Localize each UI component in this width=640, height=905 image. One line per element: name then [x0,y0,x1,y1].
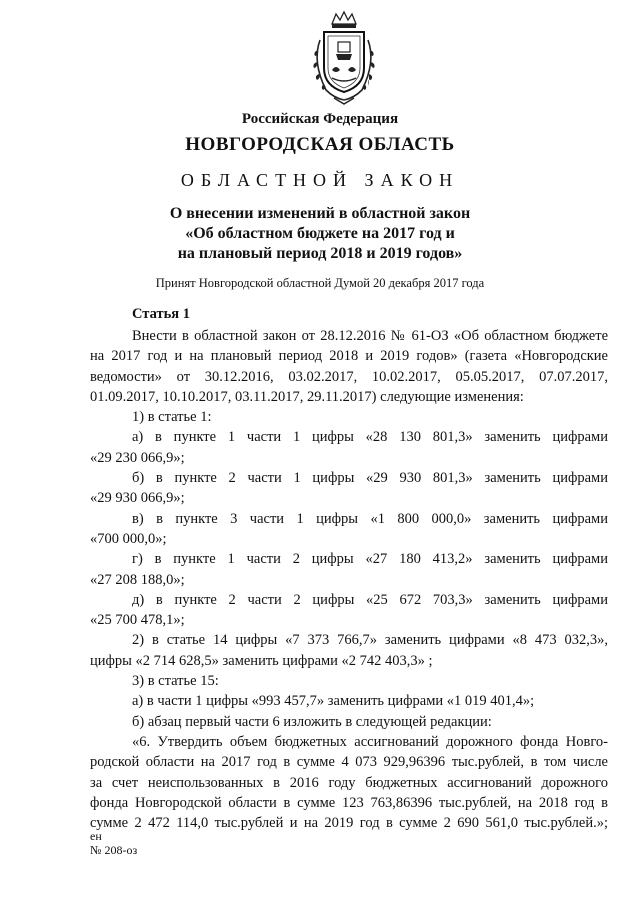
list-item-continuation: цифры «2 714 628,5» заменить цифрами «2 742 403,3» ; [90,652,433,669]
list-item: б) в пункте 2 части 1 цифры «29 930 801,3» заменить цифрами [132,470,608,487]
paragraph-line: на 2017 год и на плановый период 2018 и 2019 годов» (газета «Новгородские [90,348,608,365]
adoption-note: Принят Новгородской областной Думой 20 декабря 2017 года [155,276,485,290]
document-footer [90,829,137,857]
law-title-line: на плановый период 2018 и 2019 годов» [177,245,463,262]
list-item-continuation: «29 230 066,9»; [90,449,185,466]
list-item: д) в пункте 2 части 2 цифры «25 672 703,3» заменить цифрами [132,591,608,608]
law-body [90,305,608,833]
law-title-line: О внесении изменений в областной закон [169,205,471,222]
list-item: г) в пункте 1 части 2 цифры «27 180 413,2» заменить цифрами [132,551,608,568]
paragraph-line: Внести в областной закон от 28.12.2016 № 61-ОЗ «Об областном бюджете [132,328,608,344]
paragraph-line: ведомости» от 30.12.2016, 03.02.2017, 10.02.2017, 05.05.2017, 07.07.2017, [90,368,608,385]
article-heading: Статья 1 [132,306,190,322]
quoted-paragraph-line: родской области на 2017 год в сумме 4 073 929,96396 тыс.рублей, в том числе [90,754,608,771]
list-item-continuation: «25 700 478,1»; [90,612,185,629]
list-item: а) в пункте 1 части 1 цифры «28 130 801,3» заменить цифрами [132,429,608,446]
quoted-paragraph-line: сумме 2 472 114,0 тыс.рублей и на 2019 год в сумме 2 690 561,0 тыс.рублей.»; [90,815,608,832]
list-item: 1) в статье 1: [132,409,212,426]
list-item: а) в части 1 цифры «993 457,7» заменить цифрами «1 019 401,4»; [132,693,535,710]
quoted-paragraph-line: за счет неиспользованных в 2016 году бюджетных ассигнований дорожного [90,774,608,791]
paragraph-line: 01.09.2017, 10.10.2017, 03.11.2017, 29.11.2017) следующие изменения: [90,388,524,405]
coat-of-arms-emblem [306,10,382,106]
quoted-paragraph-line: «6. Утвердить объем бюджетных ассигнований дорожного фонда Новго- [132,733,608,750]
country-name: Российская Федерация [241,111,399,127]
list-item-continuation: «27 208 188,0»; [90,571,185,588]
quoted-paragraph-line: фонда Новгородской области в сумме 123 763,86396 тыс.рублей, на 2018 год в [90,794,608,811]
region-name: НОВГОРОДСКАЯ ОБЛАСТЬ [185,134,455,155]
list-item: в) в пункте 3 части 1 цифры «1 800 000,0» заменить цифрами [132,510,608,527]
law-number: № 208-оз [90,843,138,857]
law-title [0,204,640,264]
list-item-continuation: «700 000,0»; [90,530,167,547]
law-title-line: «Об областном бюджете на 2017 год и [185,225,455,242]
list-item: б) абзац первый части 6 изложить в следующей редакции: [132,713,492,730]
law-type: ОБЛАСТНОЙ ЗАКОН [180,170,460,190]
footer-initials: ен [90,829,102,843]
list-item-continuation: «29 930 066,9»; [90,490,185,507]
list-item: 2) в статье 14 цифры «7 373 766,7» заменить цифрами «8 473 032,3», [132,632,608,649]
list-item: 3) в статье 15: [132,673,219,690]
